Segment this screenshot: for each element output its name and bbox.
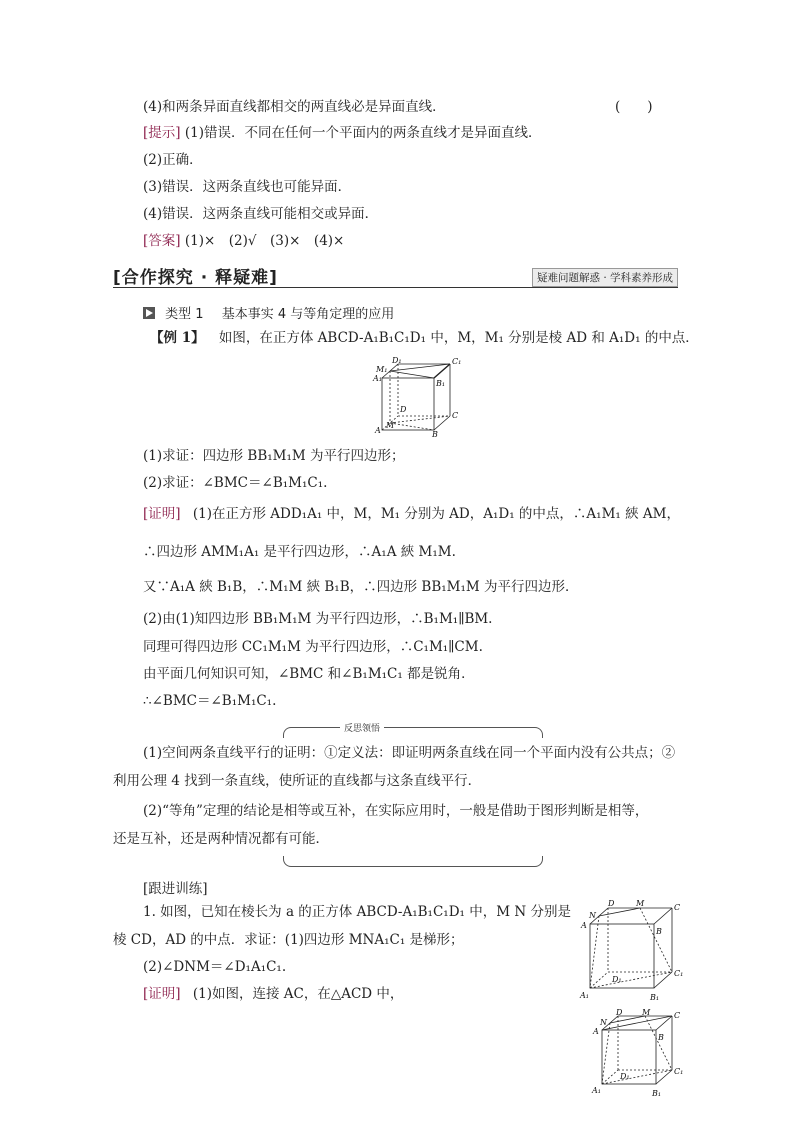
fig1-label-B: B — [432, 430, 438, 438]
fig2-label-D1: D₁ — [612, 975, 622, 984]
proof-line-1: [证明] (1)在正方形 ADD₁A₁ 中，M，M₁ 分别为 AD，A₁D₁ 的中点，∴A₁M₁ 綊 AM， — [143, 506, 680, 522]
proof-line-2: ∴四边形 AMM₁A₁ 是平行四边形，∴A₁A 綊 M₁M. — [143, 544, 456, 560]
play-triangle-icon — [143, 307, 155, 319]
fig2-label-A1: A₁ — [580, 991, 589, 1000]
proof-line-7: ∴∠BMC＝∠B₁M₁C₁. — [143, 693, 277, 709]
fig3-label-M: M — [642, 1008, 651, 1017]
section-header — [113, 261, 678, 288]
reflect-paragraph-2b: 还是互补，还是两种情况都有可能． — [113, 831, 329, 847]
fig2-label-C: C — [674, 903, 681, 912]
fig1-label-A1: A₁ — [373, 374, 382, 383]
fig2-label-D: D — [608, 899, 615, 908]
question-2: (2)求证：∠BMC＝∠B₁M₁C₁. — [143, 475, 328, 491]
fig1-label-M1: M₁ — [376, 365, 388, 374]
fig3-label-D1: D₁ — [620, 1072, 630, 1081]
cube-figure-1 — [372, 356, 462, 438]
reflect-box-bottom — [283, 856, 543, 867]
question-4-paren: ( ) — [615, 99, 653, 115]
hint-line-2: (2)正确． — [143, 152, 203, 168]
follow-proof-tag: [证明] — [143, 986, 181, 1002]
reflect-label: 反思领悟 — [340, 721, 384, 734]
fig2-label-A: A — [581, 921, 587, 930]
fig2-label-B1: B₁ — [650, 993, 660, 1002]
section-subtitle: 疑难问题解惑 · 学科素养形成 — [532, 268, 678, 287]
fig3-label-A1: A₁ — [592, 1086, 601, 1095]
proof-tag: [证明] — [143, 506, 181, 522]
follow-line-3: (2)∠DNM＝∠D₁A₁C₁. — [143, 959, 287, 975]
fig1-label-D1: D₁ — [392, 356, 402, 365]
cube-figure-3 — [590, 1008, 690, 1098]
proof-line-4: (2)由(1)知四边形 BB₁M₁M 为平行四边形，∴B₁M₁∥BM. — [143, 611, 493, 627]
reflect-paragraph-1a: (1)空间两条直线平行的证明：①定义法：即证明两条直线在同一个平面内没有公共点；② — [143, 745, 676, 761]
answer-line: [答案] (1)× (2)√ (3)× (4)× — [143, 233, 345, 249]
fig3-label-A: A — [593, 1027, 599, 1036]
proof-line-5: 同理可得四边形 CC₁M₁M 为平行四边形，∴C₁M₁∥CM. — [143, 639, 483, 655]
fig3-label-C1: C₁ — [674, 1067, 684, 1076]
follow-line-2: 棱 CD，AD 的中点．求证：(1)四边形 MNA₁C₁ 是梯形； — [113, 932, 464, 948]
hint-tag: [提示] — [143, 125, 181, 141]
reflect-paragraph-1b: 利用公理 4 找到一条直线，使所证的直线都与这条直线平行． — [113, 773, 482, 789]
question-4: (4)和两条异面直线都相交的两直线必是异面直线． — [143, 99, 446, 115]
fig1-label-A: A — [375, 426, 381, 435]
fig3-label-D: D — [616, 1008, 623, 1017]
fig2-label-C1: C₁ — [674, 969, 684, 978]
fig1-label-M: M — [386, 421, 395, 430]
hint-line: [提示] (1)错误．不同在任何一个平面内的两条直线才是异面直线． — [143, 125, 542, 141]
reflect-paragraph-2a: (2)“等角”定理的结论是相等或互补，在实际应用时，一般是借助于图形判断是相等， — [143, 803, 649, 819]
fig3-label-C: C — [674, 1011, 681, 1020]
fig2-label-N: N — [589, 911, 596, 920]
fig1-label-B1: B₁ — [436, 379, 446, 388]
fig2-label-B: B — [656, 927, 662, 936]
question-1: (1)求证：四边形 BB₁M₁M 为平行四边形； — [143, 448, 405, 464]
cube-figure-2 — [578, 898, 688, 1006]
reflect-box-top — [283, 727, 543, 738]
example-1: 【例 1】 如图，在正方体 ABCD-A₁B₁C₁D₁ 中，M，M₁ 分别是棱 AD 和 A₁D₁ 的中点． — [150, 330, 699, 346]
fig1-label-D: D — [400, 405, 407, 414]
follow-line-1: 1. 如图，已知在棱长为 a 的正方体 ABCD-A₁B₁C₁D₁ 中，M N 分别是 — [143, 904, 571, 920]
answer-tag: [答案] — [143, 233, 181, 249]
type-heading: 类型 1 基本事实 4 与等角定理的应用 — [143, 303, 394, 322]
fig2-label-M: M — [636, 899, 645, 908]
proof-line-3: 又∵A₁A 綊 B₁B，∴M₁M 綊 B₁B，∴四边形 BB₁M₁M 为平行四边形． — [143, 579, 579, 595]
follow-tag: [跟进训练] — [143, 881, 208, 897]
proof-line-6: 由平面几何知识可知，∠BMC 和∠B₁M₁C₁ 都是锐角． — [143, 666, 475, 682]
fig3-label-B1: B₁ — [652, 1089, 662, 1098]
follow-proof: [证明] (1)如图，连接 AC，在△ACD 中， — [143, 986, 404, 1002]
fig3-label-B: B — [658, 1033, 664, 1042]
hint-line-4: (4)错误．这两条直线可能相交或异面． — [143, 206, 379, 222]
example-tag: 【例 1】 — [150, 330, 205, 346]
hint-line-3: (3)错误．这两条直线也可能异面． — [143, 179, 352, 195]
fig3-label-N: N — [600, 1018, 607, 1027]
fig1-label-C1: C₁ — [452, 357, 462, 366]
section-title: [合作探究 · 释疑难] — [113, 268, 278, 288]
fig1-label-C: C — [452, 411, 459, 420]
